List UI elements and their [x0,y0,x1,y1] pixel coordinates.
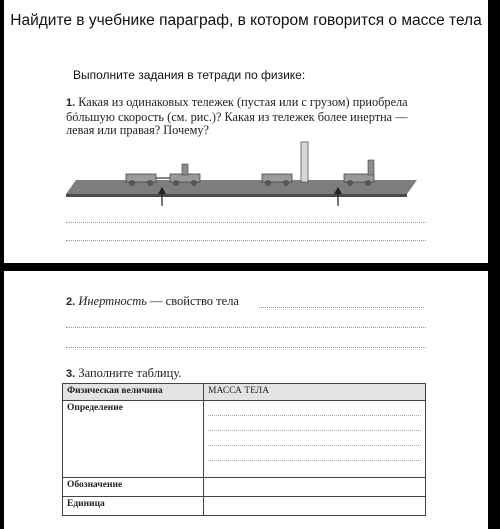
question-1-text: Какая из одинаковых тележек (пустая или с грузом) приобрела бóльшую скорость (см. рис.)? Какая из тележек более инертна — левая или правая? Почему? [66,95,408,138]
page-title: Найдите в учебнике параграф, в котором говорится о массе тела [10,12,482,29]
table-row [63,401,426,478]
header-label-cell: Физическая величина [63,384,204,401]
properties-table [62,383,426,516]
row-label-symbol: Обозначение [63,478,204,497]
table-row [63,478,426,497]
question-3-number: 3. [66,368,76,380]
header-value-cell: МАССА ТЕЛА [204,384,426,401]
unit-answer-cell[interactable] [204,497,426,516]
definition-answer-cell[interactable] [204,401,426,478]
answer-line-2 [66,240,426,241]
instruction-text: Выполните задания в тетради по физике: [73,68,306,82]
table-header-row [63,384,426,401]
row-label-unit: Единица [63,497,204,516]
symbol-answer-cell[interactable] [204,478,426,497]
answer-line-5 [66,347,426,348]
question-3-text: Заполните таблицу. [78,366,182,380]
question-1 [66,96,424,138]
answer-line-3 [259,307,424,308]
platform-front [66,194,407,197]
carts-figure [62,140,432,210]
worksheet-top-panel [4,0,488,263]
answer-line-1 [66,222,426,223]
question-2-text: — свойство тела [150,294,239,308]
question-3 [66,366,181,381]
answer-line-4 [66,327,426,328]
question-2-term: Инертность [78,294,147,308]
tall-stand [301,142,308,182]
worksheet-bottom-panel [4,271,488,529]
row-label-definition: Определение [63,401,204,478]
table-row [63,497,426,516]
right-loaded-cart [344,160,374,186]
question-2-number: 2. [66,296,76,308]
question-2 [66,294,239,309]
question-1-number: 1. [66,97,76,109]
